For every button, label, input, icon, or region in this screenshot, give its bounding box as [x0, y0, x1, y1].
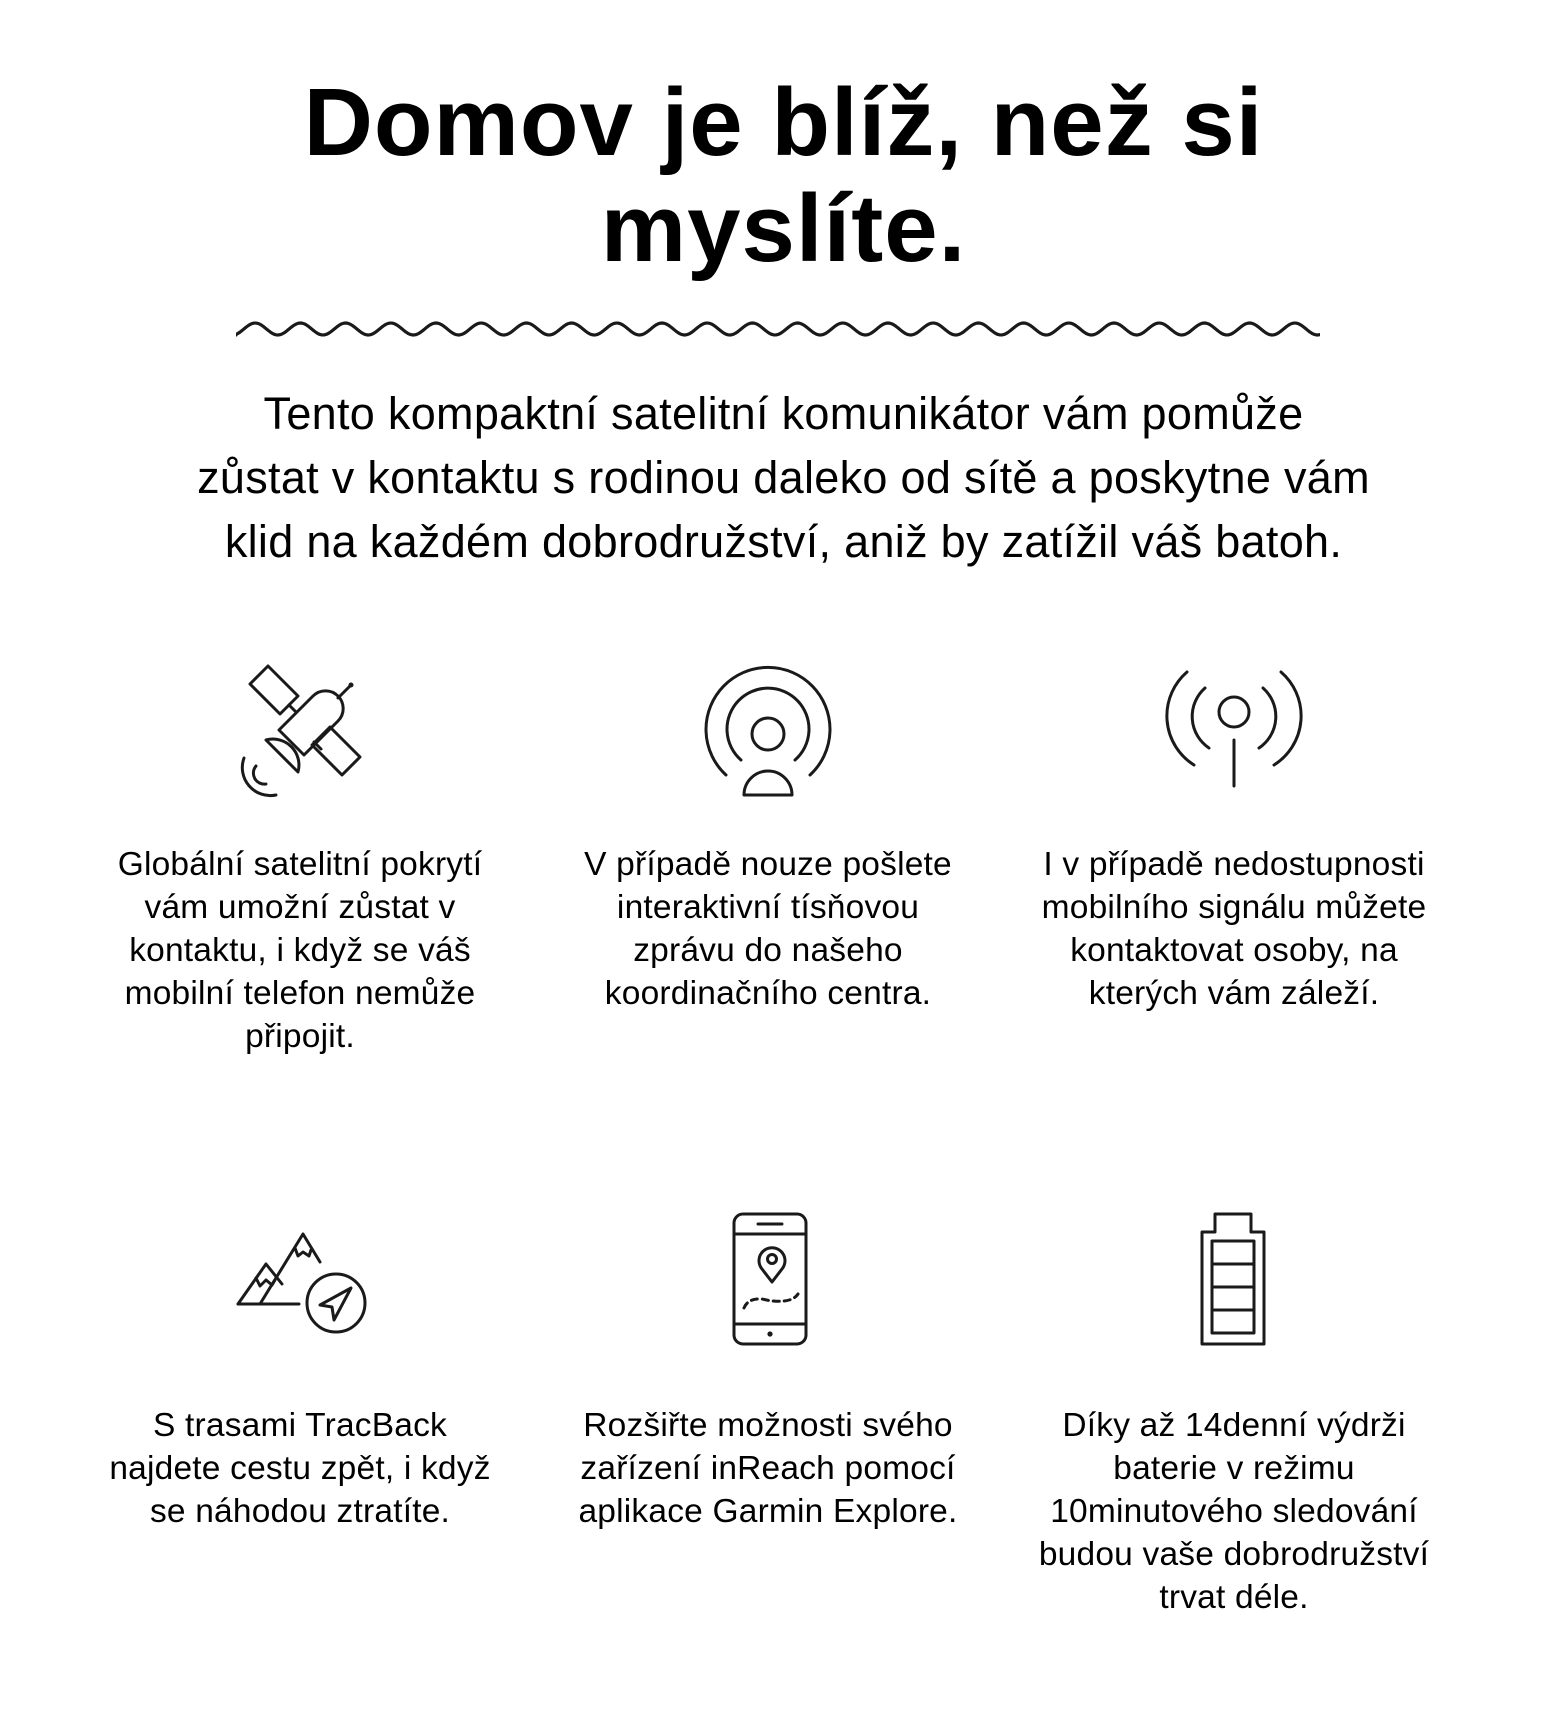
- intro-line-2: zůstat v kontaktu s rodinou daleko od sítě a poskytne vám: [197, 452, 1370, 503]
- battery-icon: [1199, 1210, 1269, 1350]
- feature-text: I v případě nedostupnosti mobilního signálu můžete kontaktovat osoby, na kterých vám záleží.: [1041, 846, 1427, 1012]
- sos-person-signal-icon: [698, 658, 838, 798]
- title-line-2: myslíte.: [600, 175, 967, 282]
- phone-map-icon: [728, 1210, 808, 1350]
- wave-divider-icon: [236, 316, 1320, 342]
- intro-line-3: klid na každém dobrodružství, aniž by zatížil váš batoh.: [224, 516, 1343, 567]
- mountains-navigation-icon: [230, 1230, 370, 1340]
- feature-text: Rozšiřte možnosti svého zařízení inReach pomocí aplikace Garmin Explore.: [578, 1407, 958, 1530]
- intro-line-1: Tento kompaktní satelitní komunikátor vám pomůže: [263, 388, 1304, 439]
- intro-paragraph: [60, 382, 1507, 574]
- satellite-icon: [226, 658, 366, 798]
- title-line-1: Domov je blíž, než si: [303, 69, 1264, 176]
- feature-text: Díky až 14denní výdrži baterie v režimu 10minutového sledování budou vaše dobrodružství trvat déle.: [1038, 1407, 1430, 1616]
- feature-text: Globální satelitní pokrytí vám umožní zůstat v kontaktu, i když se váš mobilní telefon nemůže připojit.: [117, 846, 483, 1055]
- page-title: [0, 70, 1567, 282]
- antenna-signal-icon: [1159, 668, 1309, 798]
- feature-text: S trasami TracBack najdete cestu zpět, i když se náhodou ztratíte.: [109, 1407, 491, 1530]
- feature-text: V případě nouze pošlete interaktivní tísňovou zprávu do našeho koordinačního centra.: [584, 846, 952, 1012]
